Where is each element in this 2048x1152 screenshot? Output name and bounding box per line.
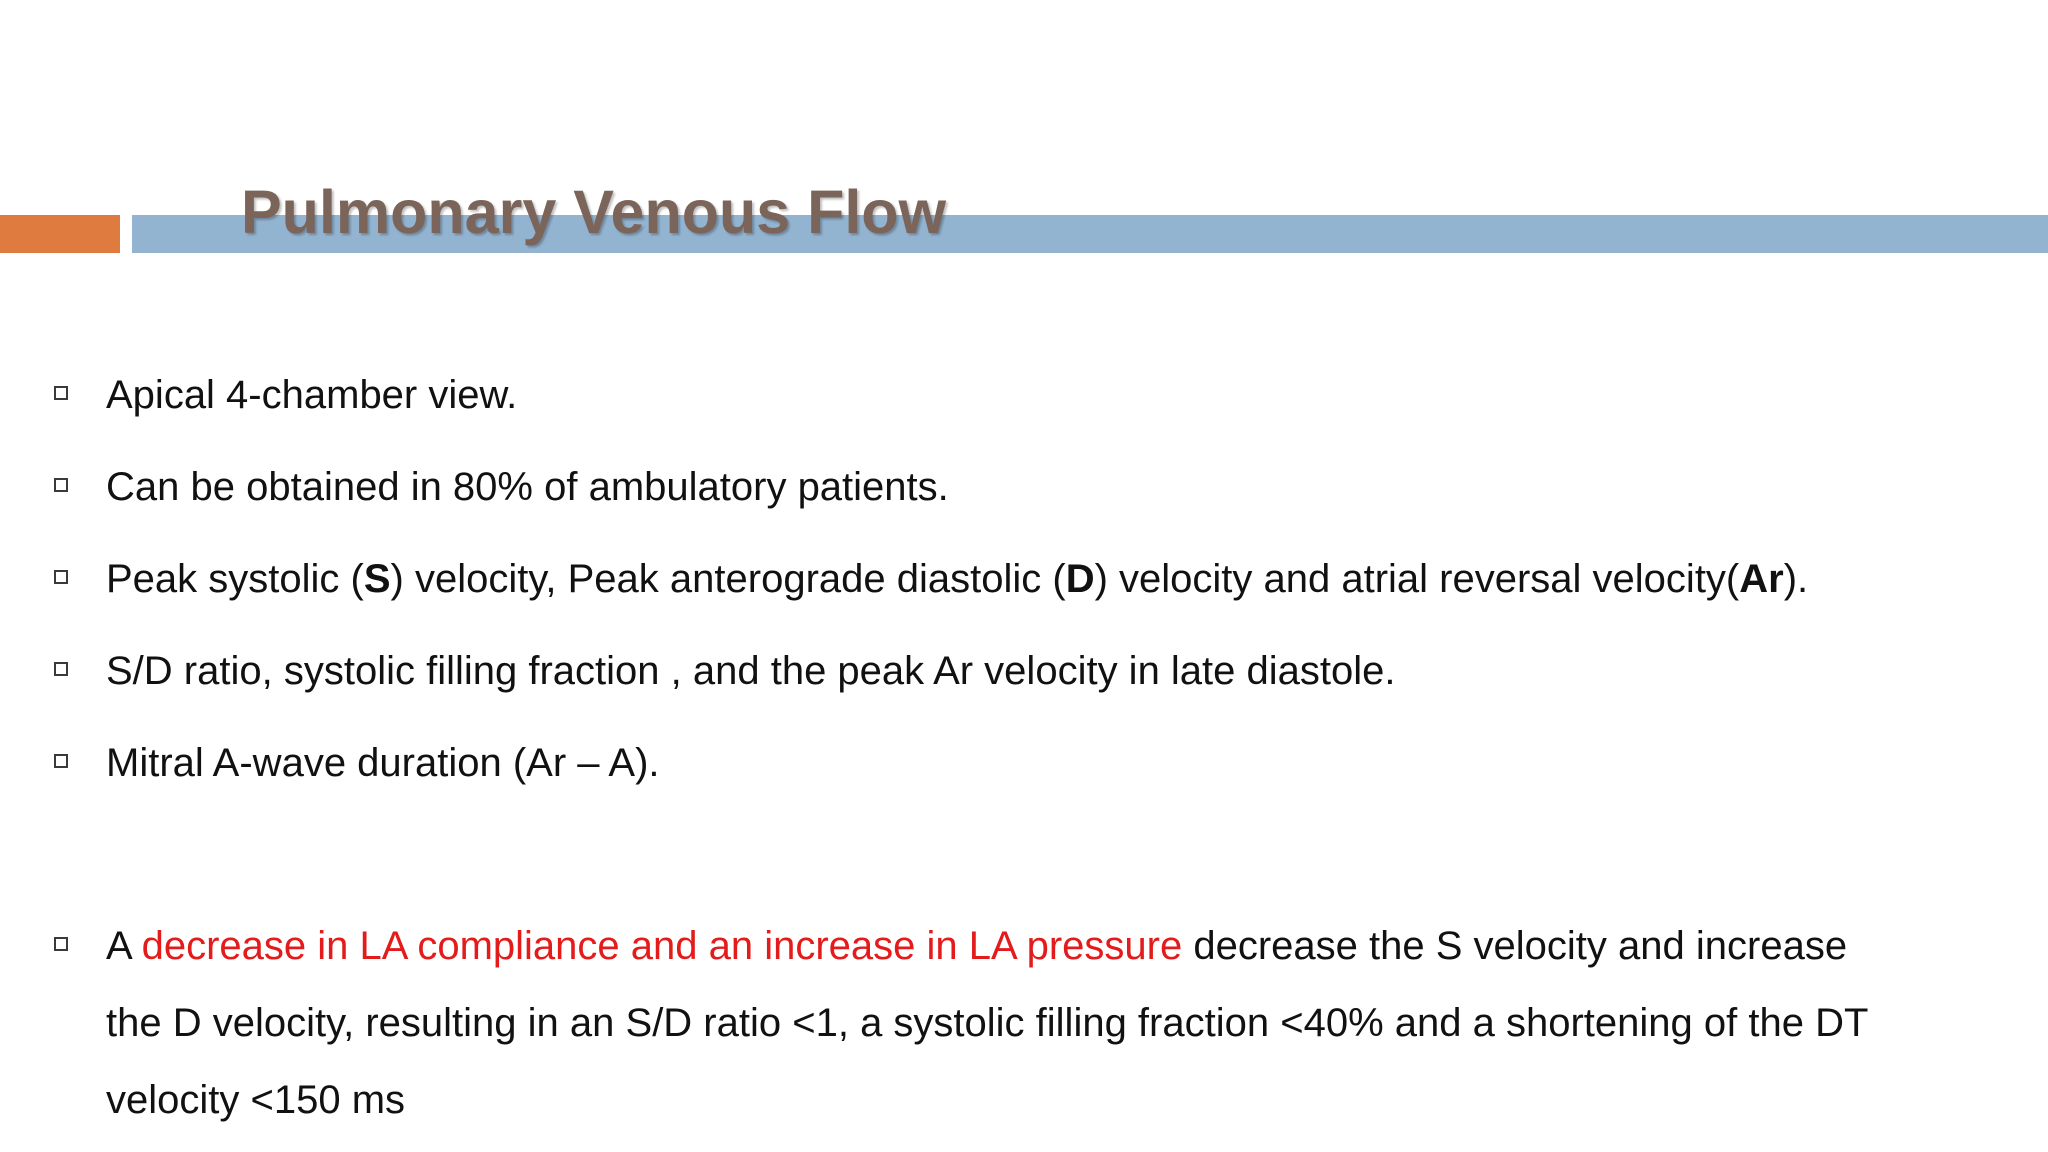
text-segment: A: [106, 924, 142, 968]
square-bullet-icon: [54, 754, 68, 768]
bullet-text: Mitral A-wave duration (Ar – A).: [106, 741, 660, 785]
accent-bar-orange: [0, 215, 120, 253]
bullet-text: Apical 4-chamber view.: [106, 373, 518, 417]
bullet-text: Can be obtained in 80% of ambulatory patients.: [106, 465, 949, 509]
text-segment: velocity <150 ms: [106, 1078, 406, 1122]
text-segment: Peak systolic (: [106, 557, 364, 601]
text-segment: decrease the S velocity and increase: [1182, 924, 1848, 968]
text-segment: ) velocity and atrial reversal velocity(: [1094, 557, 1740, 601]
square-bullet-icon: [54, 570, 68, 584]
square-bullet-icon: [54, 386, 68, 400]
bold-term-d: D: [1065, 557, 1095, 601]
text-segment: ).: [1783, 557, 1809, 601]
bullet-text: [106, 908, 2006, 1139]
bold-term-s: S: [363, 557, 391, 601]
square-bullet-icon: [54, 937, 68, 951]
bullet-text: [106, 541, 2006, 618]
square-bullet-icon: [54, 662, 68, 676]
bullet-text: S/D ratio, systolic filling fraction , and the peak Ar velocity in late diastole.: [106, 649, 1396, 693]
text-segment: the D velocity, resulting in an S/D ratio <1, a systolic filling fraction <40% and a shortening of the DT: [106, 1001, 1869, 1045]
bold-term-ar: Ar: [1739, 557, 1784, 601]
text-segment: ) velocity, Peak anterograde diastolic (: [390, 557, 1066, 601]
highlighted-text: decrease in LA compliance and an increase in LA pressure: [141, 924, 1183, 968]
slide-title: Pulmonary Venous Flow: [241, 178, 947, 246]
square-bullet-icon: [54, 478, 68, 492]
